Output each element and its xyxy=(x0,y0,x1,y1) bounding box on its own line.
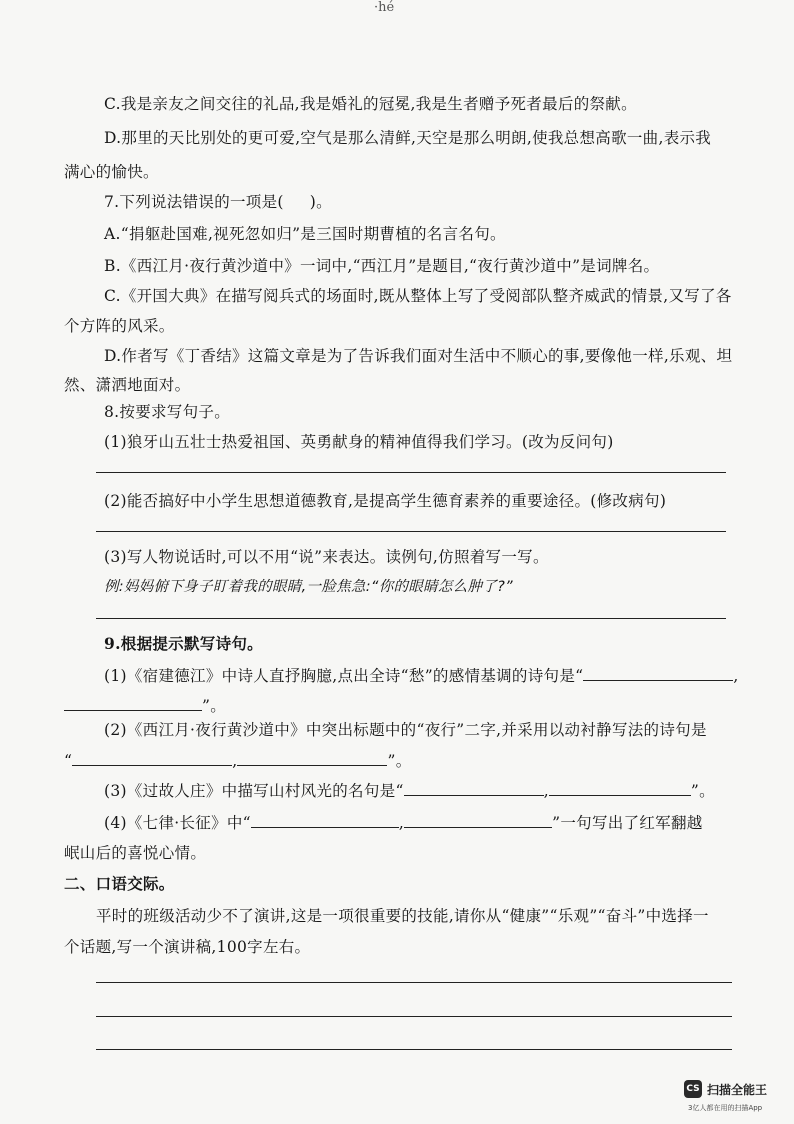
q9-sub1-text: (1)《宿建德江》中诗人直抒胸臆,点出全诗“愁”的感情基调的诗句是“ xyxy=(104,667,584,685)
q9-sub2-line2 xyxy=(64,749,412,772)
section2-heading: 二、口语交际。 xyxy=(64,874,175,893)
q7-stem xyxy=(104,191,332,213)
q9-stem: 9.根据提示默写诗句。 xyxy=(104,634,263,653)
q9-sub1 xyxy=(104,664,739,687)
q9-sub2-blank-2[interactable] xyxy=(237,749,387,766)
section2-prompt-line1: 平时的班级活动少不了演讲,这是一项很重要的技能,请你从“健康”“乐观”“奋斗”中选择一 xyxy=(96,907,709,925)
q8-example: 例:妈妈俯下身子盯着我的眼睛,一脸焦急:“你的眼睛怎么肿了?” xyxy=(104,579,513,595)
q9-sub1-comma: , xyxy=(733,667,739,685)
q7-option-c-line2: 个方阵的风采。 xyxy=(64,317,175,335)
q9-sub3 xyxy=(104,779,715,802)
q9-sub2-blank-1[interactable] xyxy=(72,749,232,766)
q9-sub2-end: ”。 xyxy=(387,752,412,770)
camscanner-icon: CS xyxy=(684,1080,702,1098)
q8-sub3-answer-line[interactable] xyxy=(96,618,726,619)
q6-option-d-line2: 满心的愉快。 xyxy=(64,163,159,181)
q9-sub2: (2)《西江月·夜行黄沙道中》中突出标题中的“夜行”二字,并采用以动衬静写法的诗句是 xyxy=(104,721,707,739)
q9-sub1-line2 xyxy=(64,694,226,717)
q9-sub3-comma: , xyxy=(543,782,549,800)
q7-option-a: A.“捐躯赴国难,视死忽如归”是三国时期曹植的名言名句。 xyxy=(104,225,506,243)
q9-sub3-end: ”。 xyxy=(690,782,715,800)
scanner-tagline: 3亿人都在用的扫描App xyxy=(688,1104,763,1112)
q7-option-d-line1: D.作者写《丁香结》这篇文章是为了告诉我们面对生活中不顺心的事,要像他一样,乐观、坦 xyxy=(104,347,733,365)
q9-sub2-open-quote: “ xyxy=(64,752,73,770)
q9-sub1-end: ”。 xyxy=(202,697,227,715)
q9-sub3-blank-1[interactable] xyxy=(404,779,544,796)
q9-sub3-text: (3)《过故人庄》中描写山村风光的名句是“ xyxy=(104,782,404,800)
scanner-brand: 扫描全能王 xyxy=(707,1082,768,1097)
page-top-mark: ·hé xyxy=(374,0,395,15)
q9-sub4 xyxy=(104,811,703,834)
scanner-watermark xyxy=(684,1080,767,1098)
section2-prompt-line2: 个话题,写一个演讲稿,100字左右。 xyxy=(64,938,311,956)
q9-sub3-blank-2[interactable] xyxy=(549,779,691,796)
essay-line-2[interactable] xyxy=(96,1016,732,1017)
q6-option-d-line1: D.那里的天比别处的更可爱,空气是那么清鲜,天空是那么明朗,使我总想高歌一曲,表示我 xyxy=(104,129,712,147)
q9-sub1-blank-2[interactable] xyxy=(64,694,202,711)
essay-line-3[interactable] xyxy=(96,1049,732,1050)
q9-sub4-text: (4)《七律·长征》中“ xyxy=(104,814,251,832)
q7-option-d-line2: 然、潇洒地面对。 xyxy=(64,376,191,394)
q7-option-c-line1: C.《开国大典》在描写阅兵式的场面时,既从整体上写了受阅部队整齐威武的情景,又写了各 xyxy=(104,287,732,305)
q9-sub4-comma: , xyxy=(398,814,405,832)
q7-option-b: B.《西江月·夜行黄沙道中》一词中,“西江月”是题目,“夜行黄沙道中”是词牌名。 xyxy=(104,257,660,275)
q8-sub2: (2)能否搞好中小学生思想道德教育,是提高学生德育素养的重要途径。(修改病句) xyxy=(104,492,667,510)
q9-sub4-line2: 岷山后的喜悦心情。 xyxy=(64,844,207,862)
q7-stem-text: 7.下列说法错误的一项是( xyxy=(104,193,284,211)
essay-line-1[interactable] xyxy=(96,982,732,983)
q9-sub4-blank-1[interactable] xyxy=(251,811,399,828)
q9-sub4-blank-2[interactable] xyxy=(404,811,552,828)
q9-sub4-post: ”一句写出了红军翻越 xyxy=(552,814,703,832)
q8-sub2-answer-line[interactable] xyxy=(96,531,726,532)
q9-sub1-blank-1[interactable] xyxy=(583,664,733,681)
q9-sub2-comma: , xyxy=(232,752,238,770)
q8-sub1: (1)狼牙山五壮士热爱祖国、英勇献身的精神值得我们学习。(改为反问句) xyxy=(104,433,614,451)
q8-stem: 8.按要求写句子。 xyxy=(104,403,230,421)
q8-sub3: (3)写人物说话时,可以不用“说”来表达。读例句,仿照着写一写。 xyxy=(104,548,549,566)
q7-answer-blank[interactable] xyxy=(284,191,310,207)
q8-sub1-answer-line[interactable] xyxy=(96,472,726,473)
q6-option-c: C.我是亲友之间交往的礼品,我是婚礼的冠冕,我是生者赠予死者最后的祭献。 xyxy=(104,95,637,113)
q7-stem-close: )。 xyxy=(309,193,332,211)
